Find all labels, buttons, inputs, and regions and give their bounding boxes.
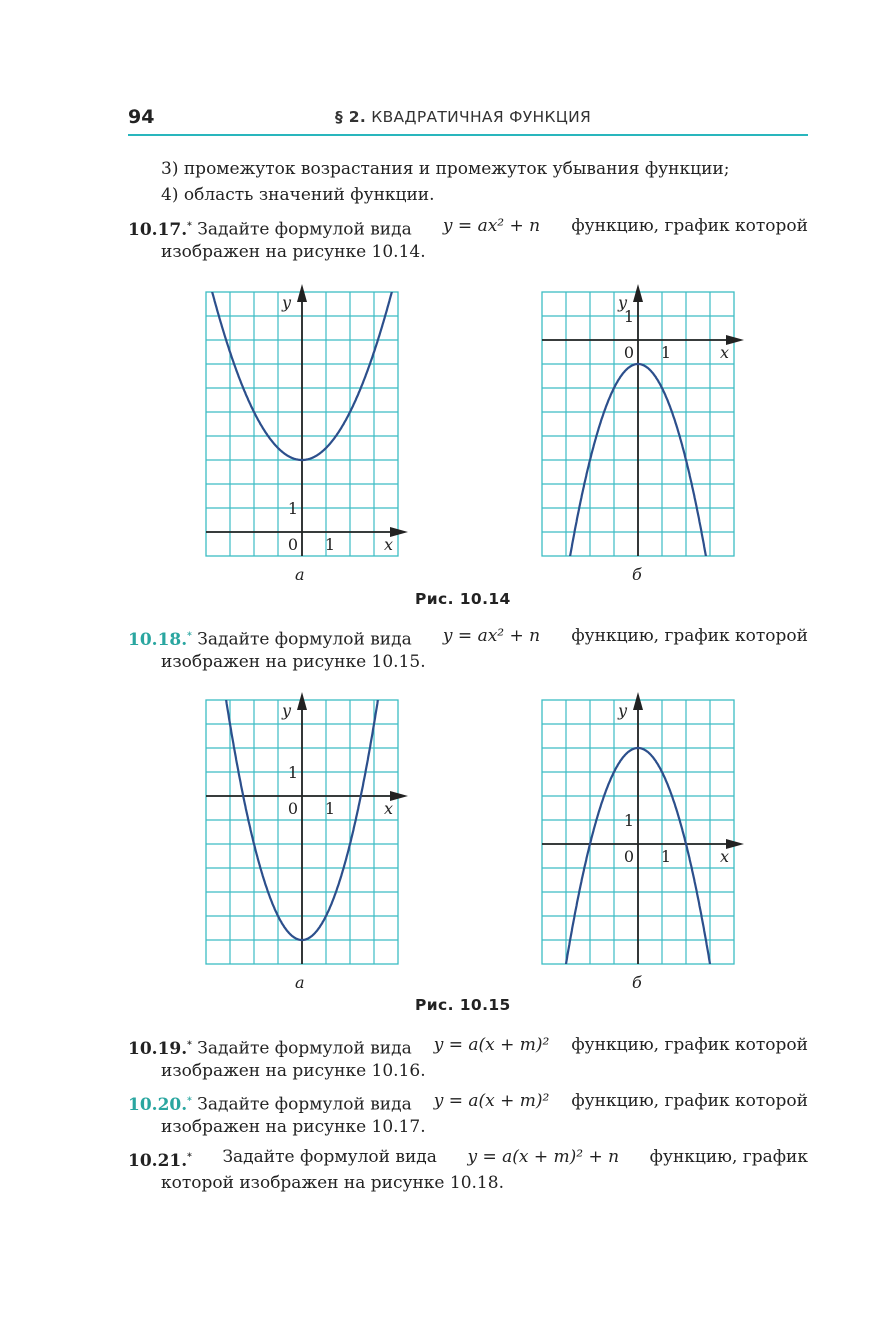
- formula: y = a(x + m)²: [433, 1035, 550, 1055]
- graph-10-14-a: [196, 282, 406, 562]
- formula: y = ax² + n: [442, 216, 541, 236]
- exercise-text: Задайте формулой вида: [197, 629, 412, 650]
- y-axis-label: y: [618, 293, 628, 312]
- origin-label: 0: [287, 799, 298, 818]
- exercise-text: Задайте формулой вида: [197, 1038, 412, 1059]
- y-axis-label: y: [282, 293, 292, 312]
- exercise-number: 10.18.*: [128, 629, 192, 650]
- x-axis-label: x: [720, 343, 730, 362]
- subfigure-label-b: б: [632, 565, 642, 584]
- subfigure-label-a: а: [295, 973, 305, 992]
- graph-10-14-b: [532, 282, 742, 562]
- x-axis-label: x: [384, 799, 394, 818]
- x-axis-label: x: [720, 847, 730, 866]
- y-unit-label: 1: [623, 307, 634, 326]
- y-unit-label: 1: [287, 499, 298, 518]
- exercise-10-18: [128, 625, 808, 651]
- exercise-10-17-line2: изображен на рисунке 10.14.: [161, 242, 426, 262]
- exercise-number: 10.19.*: [128, 1038, 192, 1059]
- exercise-text: Задайте формулой вида: [197, 1094, 412, 1115]
- graph-10-15-a: [196, 690, 406, 970]
- exercise-text: Задайте формулой вида: [197, 219, 412, 240]
- exercise-10-20-line2: изображен на рисунке 10.17.: [161, 1117, 426, 1137]
- formula: y = a(x + m)²: [433, 1091, 550, 1111]
- exercise-10-21-line2: которой изображен на рисунке 10.18.: [161, 1173, 504, 1193]
- exercise-10-17: [128, 215, 808, 241]
- y-unit-label: 1: [287, 763, 298, 782]
- y-axis-label: y: [282, 701, 292, 720]
- x-unit-label: 1: [660, 847, 672, 866]
- subfigure-label-b: б: [632, 973, 642, 992]
- origin-label: 0: [287, 535, 298, 554]
- intro-line-3: 3) промежуток возрастания и промежуток убывания функции;: [161, 159, 730, 179]
- origin-label: 0: [623, 847, 634, 866]
- exercise-10-19: [128, 1034, 808, 1060]
- x-unit-label: 1: [324, 535, 336, 554]
- x-unit-label: 1: [324, 799, 336, 818]
- page-number: 94: [128, 106, 155, 128]
- graph-10-15-b: [532, 690, 742, 970]
- origin-label: 0: [623, 343, 634, 362]
- figure-caption: Рис. 10.15: [415, 996, 511, 1014]
- exercise-text-end: функцию, график которой: [571, 1091, 808, 1111]
- figure-caption: Рис. 10.14: [415, 590, 511, 608]
- intro-line-4: 4) область значений функции.: [161, 185, 435, 205]
- subfigure-label-a: а: [295, 565, 305, 584]
- y-axis-label: y: [618, 701, 628, 720]
- header-rule: [128, 134, 808, 136]
- x-axis-label: x: [384, 535, 394, 554]
- running-header: [335, 108, 591, 126]
- y-unit-label: 1: [623, 811, 634, 830]
- exercise-text-end: функцию, график которой: [571, 626, 808, 646]
- formula: y = a(x + m)² + n: [467, 1147, 620, 1167]
- exercise-10-19-line2: изображен на рисунке 10.16.: [161, 1061, 426, 1081]
- formula: y = ax² + n: [442, 626, 541, 646]
- exercise-text-end: функцию, график: [649, 1147, 808, 1167]
- exercise-text-end: функцию, график которой: [571, 216, 808, 236]
- exercise-10-20: [128, 1090, 808, 1116]
- exercise-10-21: [128, 1146, 808, 1172]
- exercise-10-18-line2: изображен на рисунке 10.15.: [161, 652, 426, 672]
- exercise-number: 10.20.*: [128, 1094, 192, 1115]
- x-unit-label: 1: [660, 343, 672, 362]
- section-title: КВАДРАТИЧНАЯ ФУНКЦИЯ: [371, 108, 592, 126]
- exercise-text: Задайте формулой вида: [222, 1147, 437, 1167]
- exercise-number: 10.21.*: [128, 1150, 192, 1171]
- exercise-number: 10.17.*: [128, 219, 192, 240]
- exercise-text-end: функцию, график которой: [571, 1035, 808, 1055]
- section-mark: § 2.: [335, 108, 367, 126]
